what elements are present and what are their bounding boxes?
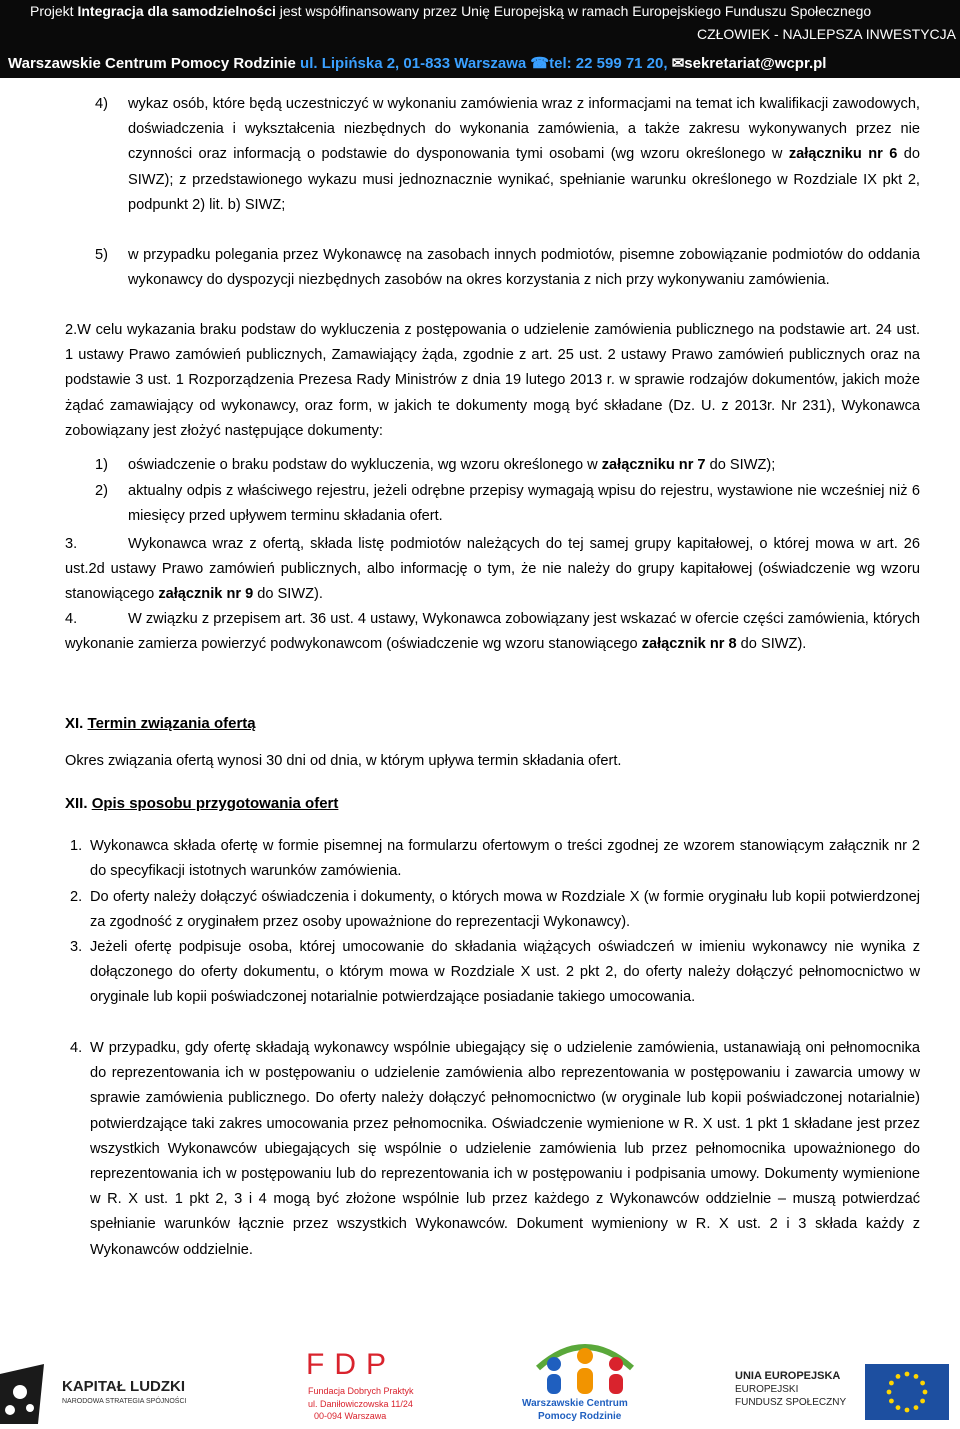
item-number: 2) xyxy=(95,483,108,499)
item-number: 1) xyxy=(95,457,108,473)
project-suffix: jest współfinansowany przez Unię Europejską w ramach Europejskiego Funduszu Społecznego xyxy=(275,3,872,19)
project-name: Integracja dla samodzielności xyxy=(77,3,276,19)
kapital-ludzki-logo xyxy=(0,1364,210,1424)
kapital-ludzki-emblem-icon xyxy=(0,1364,48,1424)
fdp-address-1: ul. Daniłowiczowska 11/24 xyxy=(308,1399,413,1409)
mail-icon: ✉ xyxy=(671,55,685,72)
list-item-1: Wykonawca składa ofertę w formie pisemnej na formularzu ofertowym o treści zgodnej ze wzorem stanowiącym załącznik nr 2 do specyfikacji istotnych warunków zamówienia. xyxy=(90,838,920,880)
kl-title: KAPITAŁ LUDZKI xyxy=(62,1378,186,1395)
fdp-letters: FDP xyxy=(306,1348,396,1381)
project-line xyxy=(30,3,871,19)
section-xi-heading: XI. Termin związania ofertą xyxy=(65,715,256,732)
paragraph-4: W związku z przepisem art. 36 ust. 4 ustawy, Wykonawca zobowiązany jest wskazać w ofercie części zamówienia, których wykonanie zamierza powierzyć podwykonawcom (oświadczenie wg wzoru stanowiącego załącznik nr 8 do SIWZ). xyxy=(65,611,920,653)
list-number: 1. xyxy=(70,838,83,854)
paragraph-2-item-2: aktualny odpis z właściwego rejestru, jeżeli odrębne przepisy wymagają wpisu do rejestru, wystawione nie wcześniej niż 6 miesięcy przed upływem terminu składania ofert. xyxy=(128,483,920,525)
item-4-text: wykaz osób, które będą uczestniczyć w wykonaniu zamówienia wraz z informacjami na temat ich kwalifikacji zawodowych, doświadczenia i wykształcenia niezbędnych do wykonania zamówienia, a także zakresu wykonywanych przez nie czynności oraz informacją o podstawie do dysponowania tymi osobami (wg wzoru określonego w załączniku nr 6 do SIWZ); z przedstawionego wykazu musi jednoznacznie wynikać, spełnianie warunku określonego w Rozdziale IX pkt 2, podpunkt 2) lit. b) SIWZ; xyxy=(128,96,920,213)
org-address: ul. Lipińska 2, 01-833 Warszawa xyxy=(300,55,527,72)
footer-logos xyxy=(0,1330,960,1426)
eu-line-3: FUNDUSZ SPOŁECZNY xyxy=(735,1397,847,1408)
eu-flag-icon xyxy=(865,1364,949,1420)
section-xi-text: Okres związania ofertą wynosi 30 dni od dnia, w którym upływa termin składania ofert. xyxy=(65,753,622,769)
list-number: 2. xyxy=(70,889,83,905)
fdp-logo xyxy=(300,1330,440,1426)
contact-line xyxy=(8,54,826,72)
wcpr-name-1: Warszawskie Centrum xyxy=(522,1398,628,1409)
phone-icon: ☎ xyxy=(530,55,550,72)
wcpr-logo xyxy=(520,1330,650,1426)
paragraph-number: 3. xyxy=(65,536,78,552)
list-number: 4. xyxy=(70,1040,83,1056)
list-item-3: Jeżeli ofertę podpisuje osoba, której umocowanie do składania wiążących oświadczeń w imieniu wykonawcy nie wynika z dołączonego do oferty dokumentu, o którym mowa w Rozdziale X ust. 2 pkt 2, do oferty należy dołączyć pełnomocnictwo w oryginale lub kopii poświadczonej notarialnie potwierdzające posiadanie takiego umocowania. xyxy=(90,939,920,1006)
item-number: 4) xyxy=(95,96,108,112)
letterhead xyxy=(0,0,960,78)
eu-line-1: UNIA EUROPEJSKA xyxy=(735,1370,841,1382)
kl-subtitle: NARODOWA STRATEGIA SPÓJNOŚCI xyxy=(62,1398,187,1405)
org-name: Warszawskie Centrum Pomocy Rodzinie xyxy=(8,55,296,72)
wcpr-name-2: Pomocy Rodzinie xyxy=(538,1411,622,1422)
eu-line-2: EUROPEJSKI xyxy=(735,1384,799,1395)
wcpr-family-icon xyxy=(520,1330,650,1396)
org-phone: tel: 22 599 71 20, xyxy=(549,55,668,72)
list-number: 3. xyxy=(70,939,83,955)
section-xii-heading: XII. Opis sposobu przygotowania ofert xyxy=(65,795,339,812)
item-5-text: w przypadku polegania przez Wykonawcę na zasobach innych podmiotów, pisemne zobowiązanie podmiotów do oddania wykonawcy do dyspozycji niezbędnych zasobów na okres korzystania z nich przy wykonywaniu zamówienia. xyxy=(128,247,920,289)
item-number: 5) xyxy=(95,247,108,263)
list-item-2: Do oferty należy dołączyć oświadczenia i dokumenty, o których mowa w Rozdziale X (w formie oryginału lub kopii potwierdzonej za zgodność z oryginałem przez osoby upoważnione do reprezentacji Wykonawcy). xyxy=(90,889,920,931)
eu-logo xyxy=(735,1360,955,1420)
project-prefix: Projekt xyxy=(30,3,78,19)
paragraph-2-item-1: oświadczenie o braku podstaw do wykluczenia, wg wzoru określonego w załączniku nr 7 do SIWZ); xyxy=(128,457,776,473)
fdp-address-2: 00-094 Warszawa xyxy=(314,1411,387,1421)
paragraph-3: Wykonawca wraz z ofertą, składa listę podmiotów należących do tej samej grupy kapitałowej, o której mowa w art. 26 ust.2d ustawy Prawo zamówień publicznych, albo informację o tym, że nie należy do grupy kapitałowej (oświadczenie wg wzoru stanowiącego załącznik nr 9 do SIWZ). xyxy=(65,536,920,603)
list-item-4: W przypadku, gdy ofertę składają wykonawcy wspólnie ubiegający się o udzielenie zamówienia, ustanawiają oni pełnomocnika do reprezentowania ich w postępowaniu o udzielenie zamówienia albo reprezentowania w postępowaniu i zawarcia umowy w sprawie zamówienia publicznego. Do oferty należy dołączyć pełnomocnictwo (w oryginale lub kopii poświadczonej notarialnie) potwierdzające taki zakres umocowania przez pełnomocnika. Oświadczenie wymienione w R. X ust. 1 pkt 1 składane jest przez wszystkich Wykonawców ubiegających się wspólnie o udzielenie zamówienia lub przez pełnomocnika upoważnionego do reprezentowania ich w postępowaniu lub do reprezentowania ich w postępowaniu i podpisania umowy. Dokumenty wymienione w R. X ust. 1 pkt 2, 3 i 4 mogą być złożone wspólnie lub przez każdego z Wykonawców oddzielnie – muszą potwierdzać spełnianie warunków łącznie przez wszystkich Wykonawców. Dokument wymieniony w R. X ust. 2 i 3 składa każdy z Wykonawców oddzielnie. xyxy=(90,1040,920,1258)
fdp-name: Fundacja Dobrych Praktyk xyxy=(308,1386,414,1396)
org-email[interactable]: sekretariat@wcpr.pl xyxy=(684,55,827,72)
slogan: CZŁOWIEK - NAJLEPSZA INWESTYCJA xyxy=(696,26,956,42)
paragraph-2: 2.W celu wykazania braku podstaw do wykluczenia z postępowania o udzielenie zamówienia publicznego na podstawie art. 24 ust. 1 ustawy Prawo zamówień publicznych, Zamawiający żąda, zgodnie z art. 25 ust. 2 ustawy Prawo zamówień publicznych oraz na podstawie 3 ust. 1 Rozporządzenia Prezesa Rady Ministrów z dnia 19 lutego 2013 r. w sprawie rodzajów dokumentów, jakich może żądać zamawiający od wykonawcy, oraz form, w jakich te dokumenty mogą być składane (Dz. U. z 2013r. Nr 231), Wykonawca zobowiązany jest złożyć następujące dokumenty: xyxy=(65,322,920,439)
paragraph-number: 4. xyxy=(65,611,78,627)
